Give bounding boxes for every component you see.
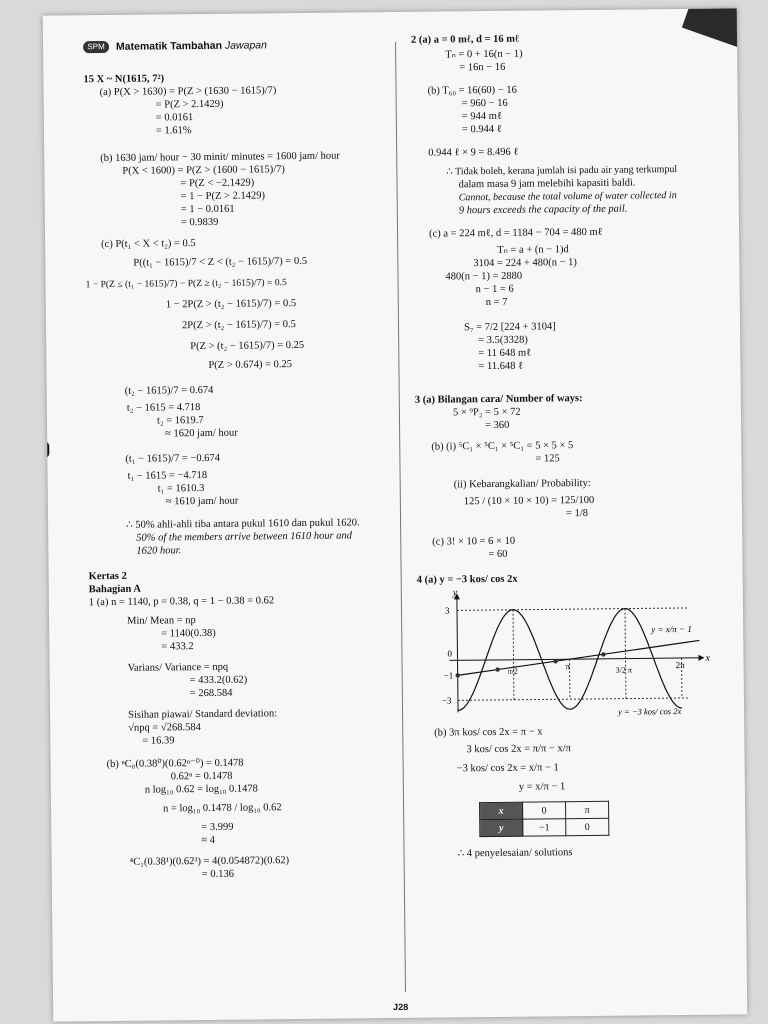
q15b-line: = P(Z < −2.1429) [180, 177, 255, 190]
q2b-conclusion: dalam masa 9 jam melebihi kapasiti baldi. [458, 177, 636, 191]
q3b-line: 125 / (10 × 10 × 10) = 125/100 [463, 494, 595, 508]
table-cell: π [566, 801, 609, 818]
q3c-line: (c) 3! × 10 = 6 × 10 [432, 535, 516, 548]
y-axis [457, 596, 458, 712]
q15c-line: 1 − 2P(Z > (t₂ − 1615)/7) = 0.5 [165, 298, 297, 311]
curve-label: y = −3 kos/ cos 2x [618, 706, 682, 717]
q2b-line: = 960 − 16 [461, 97, 508, 110]
intersection-dot [455, 673, 459, 677]
t2-line: ≈ 1620 jam/ hour [165, 427, 238, 440]
q2c-sum: S₇ = 7/2 [224 + 3104] [463, 321, 556, 334]
left-column [83, 70, 396, 882]
table-row [480, 818, 609, 836]
t1-line: t₁ = 1610.3 [157, 482, 205, 495]
q4b-line: y = x/π − 1 [518, 781, 566, 793]
q2c-line: Tₙ = a + (n − 1)d [497, 244, 569, 256]
t2-line: t₂ = 1619.7 [156, 414, 204, 427]
q3c-line: = 60 [488, 548, 508, 561]
binding-marker [43, 441, 50, 459]
q1a-line: = 433.2 [161, 641, 194, 653]
q15c-line: 1 − P(Z ≤ (t₁ − 1615)/7) − P(Z ≥ (t₂ − 1615)/7) = 0.5 [85, 277, 287, 291]
q3b-line: (b) (i) ⁵C₁ × ⁵C₁ × ⁵C₁ = 5 × 5 × 5 [431, 440, 574, 453]
q15a-line: (a) P(X > 1630) = P(Z > (1630 − 1615)/7) [99, 85, 277, 99]
table-row [480, 801, 609, 819]
y-tick: 0 [447, 648, 453, 659]
q4b-line: −3 kos/ cos 2x = x/π − 1 [456, 762, 559, 775]
q4b-line: (b) 3π kos/ cos 2x = π − x [434, 726, 543, 739]
intersection-dot [601, 652, 605, 656]
q15-conclusion: ∴ 50% ahli-ahli tiba antara pukul 1610 dan pukul 1620. [126, 517, 360, 531]
column-divider [395, 42, 406, 992]
t2-line: t₂ − 1615 = 4.718 [126, 402, 201, 414]
q1b-line: n log₁₀ 0.62 = log₁₀ 0.1478 [144, 783, 258, 796]
q1a-line: Sisihan piawai/ Standard deviation: [128, 708, 278, 721]
q1b-line: 0.62ⁿ = 0.1478 [170, 770, 233, 783]
q1b-line: = 3.999 [201, 821, 234, 834]
page-header [83, 39, 267, 53]
q1a-line: √npq = √268.584 [128, 722, 201, 734]
q15b-line: (b) 1630 jam/ hour − 30 minit/ minutes = 1600 jam/ hour [100, 150, 340, 165]
header-subtitle: Jawapan [224, 39, 268, 52]
logo-icon: SPM [83, 41, 109, 53]
max-dashed-line [457, 608, 687, 610]
q15-conclusion-en: 50% of the members arrive between 1610 hour and [136, 530, 353, 544]
q15a-line: = P(Z > 2.1429) [155, 98, 224, 111]
q3b-line: = 125 [535, 453, 560, 465]
x-tick: 2π [675, 659, 685, 671]
intersection-dot [495, 667, 499, 671]
table-cell: −1 [523, 819, 566, 836]
q2a-line: Tₙ = 0 + 16(n − 1) [445, 48, 523, 61]
q2b-line: = 0.944 ℓ [461, 123, 502, 136]
q15c-line: P((t₁ − 1615)/7 < Z < (t₂ − 1615)/7) = 0.5 [133, 255, 308, 269]
value-table [479, 801, 609, 837]
table-cell: 0 [566, 818, 609, 835]
q2c-line: (c) a = 224 mℓ, d = 1184 − 704 = 480 mℓ [429, 226, 603, 240]
q2b-line: = 944 mℓ [461, 110, 503, 123]
y-tick: −3 [441, 695, 452, 706]
q2c-sum: = 11 648 mℓ [478, 347, 532, 360]
q4-conclusion: ∴ 4 penyelesaian/ solutions [457, 847, 573, 860]
table-cell: 0 [523, 802, 566, 819]
q2b-conclusion-en: 9 hours exceeds the capacity of the pail. [458, 203, 628, 217]
q1a-line: = 16.39 [142, 735, 175, 747]
header-title: Matematik Tambahan [115, 39, 223, 53]
q1b-line: ⁴C₁(0.38¹)(0.62³) = 4(0.054872)(0.62) [129, 855, 290, 868]
line-label: y = x/π − 1 [651, 623, 692, 635]
straight-line-ext [681, 640, 699, 643]
q1b-line: = 0.136 [201, 868, 234, 881]
t1-line: (t₁ − 1615)/7 = −0.674 [125, 452, 221, 465]
y-tick: 3 [444, 605, 450, 616]
q1a-line: 1 (a) n = 1140, p = 0.38, q = 1 − 0.38 = 0.62 [88, 595, 275, 609]
q2b-conclusion: ∴ Tidak boleh, kerana jumlah isi padu air yang terkumpul [446, 164, 678, 178]
table-cell: y [480, 819, 523, 836]
q15c-line: P(Z > 0.674) = 0.25 [208, 359, 293, 371]
q15a-line: = 0.0161 [155, 112, 194, 124]
q2b-conclusion-en: Cannot, because the total volume of water collected in [458, 190, 677, 204]
textbook-page [43, 8, 747, 1021]
x-axis-label: x [705, 652, 711, 664]
q15-conclusion-en: 1620 hour. [136, 545, 182, 557]
table-cell: x [480, 802, 523, 819]
q2b-line: (b) T₆₀ = 16(60) − 16 [427, 84, 517, 97]
q3a-line: 3 (a) Bilangan cara/ Number of ways: [414, 393, 583, 406]
q2c-sum: = 3.5(3328) [478, 334, 528, 347]
t2-line: (t₂ − 1615)/7 = 0.674 [124, 384, 214, 397]
q15b-line: = 1 − P(Z > 2.1429) [180, 190, 265, 203]
q3b-line: = 1/8 [565, 507, 589, 520]
q1a-line: = 433.2(0.62) [189, 674, 248, 687]
q3a-line: 5 × ⁹P₂ = 5 × 72 [452, 406, 521, 419]
q2c-line: 3104 = 224 + 480(n − 1) [473, 257, 577, 270]
q2c-line: 480(n − 1) = 2880 [445, 270, 523, 283]
paper-heading: Kertas 2 [88, 570, 127, 583]
q2a-line: = 16n − 16 [459, 61, 506, 74]
t1-line: ≈ 1610 jam/ hour [165, 495, 239, 508]
q2a-line: 2 (a) a = 0 mℓ, d = 16 mℓ [410, 33, 520, 46]
q2c-line: n − 1 = 6 [475, 283, 514, 296]
q3b-line: (ii) Kebarangkalian/ Probability: [453, 477, 591, 491]
q1a-line: = 1140(0.38) [161, 627, 216, 640]
q3a-line: = 360 [485, 419, 510, 432]
q15c-line: P(Z > (t₂ − 1615)/7) = 0.25 [190, 339, 305, 353]
min-dashed-line [458, 698, 688, 700]
page-number: J28 [393, 1001, 409, 1013]
y-axis-label: y [452, 587, 458, 599]
q15c-line: 2P(Z > (t₂ − 1615)/7) = 0.5 [181, 319, 296, 332]
y-tick: −1 [443, 670, 454, 681]
q1a-line: = 268.584 [189, 687, 233, 700]
q15b-line: = 0.9839 [180, 216, 219, 229]
q4b-line: 3 kos/ cos 2x = π/π − x/π [466, 743, 571, 756]
q15b-line: = 1 − 0.0161 [180, 203, 235, 216]
gridline-three-half-pi [625, 609, 626, 699]
q1b-line: ≈ 4 [201, 834, 216, 847]
x-tick: 3/2 π [615, 665, 632, 675]
q15-heading: 15 X ~ N(1615, 7²) [83, 73, 165, 86]
q15a-line: = 1.61% [155, 125, 192, 137]
q15b-line: P(X < 1600) = P(Z > (1600 − 1615)/7) [122, 164, 285, 177]
q1b-line: (b) ⁿC₀(0.38⁰)(0.62ⁿ⁻⁰) = 0.1478 [106, 757, 244, 771]
q1b-line: n = log₁₀ 0.1478 / log₁₀ 0.62 [163, 802, 282, 815]
t1-line: t₁ − 1615 = −4.718 [127, 469, 208, 482]
q2c-sum: = 11.648 ℓ [478, 360, 524, 373]
section-heading: Bahagian A [88, 583, 142, 596]
q1a-line: Min/ Mean = np [127, 615, 196, 627]
q15c-line: (c) P(t₁ < X < t₂) = 0.5 [101, 238, 196, 251]
q4a-line: 4 (a) y = −3 kos/ cos 2x [416, 573, 518, 586]
trig-graph [437, 586, 718, 719]
q2b-line: 0.944 ℓ × 9 = 8.496 ℓ [428, 146, 519, 159]
x-tick: π/2 [507, 666, 518, 676]
q1a-line: Varians/ Variance = npq [127, 661, 229, 674]
right-column [411, 30, 740, 860]
gridline-half-pi [513, 610, 514, 700]
q2c-line: n = 7 [485, 296, 508, 309]
x-tick: π [565, 661, 571, 672]
